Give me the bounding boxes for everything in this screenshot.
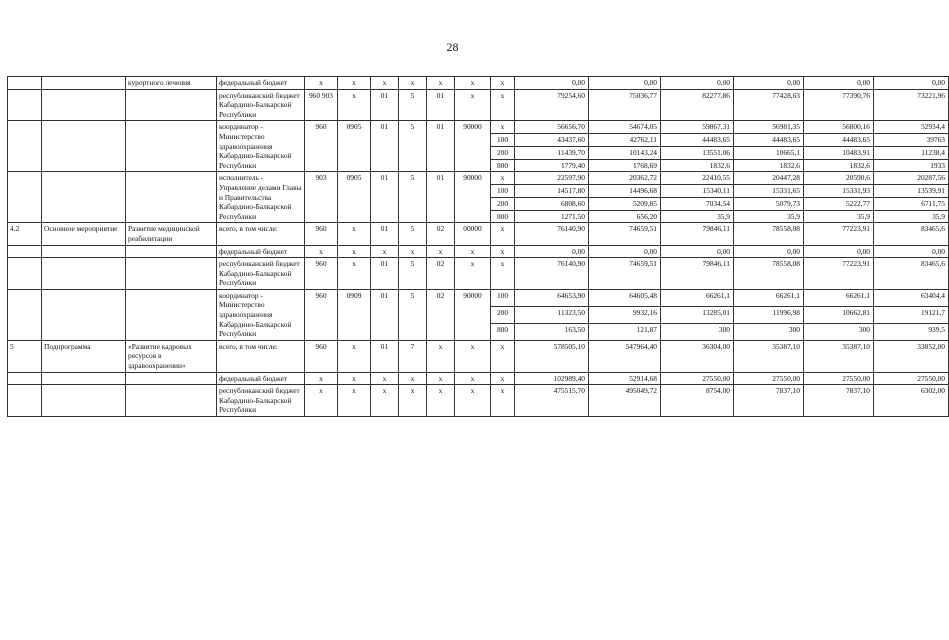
table-cell: 66261,1	[734, 289, 804, 306]
table-cell: 5	[399, 258, 427, 290]
table-cell: х	[305, 245, 338, 258]
table-cell: 36304,00	[661, 340, 734, 372]
table-cell: 42762,11	[589, 134, 661, 147]
table-cell: 39763	[874, 134, 949, 147]
table-cell: 163,50	[515, 323, 589, 340]
table-cell: х	[399, 385, 427, 417]
table-cell: 0909	[338, 289, 371, 340]
table-cell: 01	[371, 289, 399, 340]
table-cell: 13539,91	[874, 185, 949, 198]
table-row	[8, 372, 949, 385]
table-cell: 01	[371, 258, 399, 290]
table-cell: 7837,10	[804, 385, 874, 417]
table-cell: 5	[8, 340, 42, 372]
table-cell: 02	[427, 289, 455, 340]
table-cell: 800	[491, 159, 515, 172]
table-cell: 300	[661, 323, 734, 340]
table-cell: 74659,51	[589, 223, 661, 245]
table-cell: 56981,35	[734, 121, 804, 134]
table-cell	[8, 289, 42, 340]
table-cell: 5	[399, 289, 427, 340]
table-cell: 74659,51	[589, 258, 661, 290]
table-cell: х	[338, 245, 371, 258]
table-cell: 01	[371, 223, 399, 245]
page-number: 28	[446, 40, 459, 54]
table-cell: х	[427, 77, 455, 90]
table-cell: 90000	[455, 289, 491, 340]
table-cell: 01	[371, 340, 399, 372]
table-cell: 656,20	[589, 210, 661, 223]
table-cell: 79846,11	[661, 258, 734, 290]
table-cell: х	[455, 77, 491, 90]
table-cell: 33852,00	[874, 340, 949, 372]
table-cell: Основное мероприятие	[42, 223, 126, 245]
table-cell: 960	[305, 340, 338, 372]
table-cell: 77428,63	[734, 89, 804, 121]
table-cell: 01	[371, 121, 399, 172]
table-cell: 960 903	[305, 89, 338, 121]
table-cell: всего, в том числе:	[217, 340, 305, 372]
table-cell: 56800,16	[804, 121, 874, 134]
table-cell: 0,00	[589, 77, 661, 90]
table-cell: 63404,4	[874, 289, 949, 306]
table-cell	[42, 245, 126, 258]
table-cell: 44483,65	[804, 134, 874, 147]
table-cell: 0,00	[589, 245, 661, 258]
table-cell: 20287,56	[874, 172, 949, 185]
table-cell: 903	[305, 172, 338, 223]
table-cell	[42, 372, 126, 385]
table-cell: 5	[399, 223, 427, 245]
table-row	[8, 89, 949, 121]
table-cell: х	[338, 385, 371, 417]
table-cell	[42, 258, 126, 290]
table-cell: 64605,48	[589, 289, 661, 306]
table-cell: х	[371, 77, 399, 90]
table-cell: 1779,40	[515, 159, 589, 172]
table-cell: 200	[491, 197, 515, 210]
table-cell	[42, 89, 126, 121]
table-cell: 10665,1	[734, 146, 804, 159]
table-cell: 75036,77	[589, 89, 661, 121]
table-cell: 11439,70	[515, 146, 589, 159]
table-cell: 27550,00	[874, 372, 949, 385]
table-cell: 15331,93	[804, 185, 874, 198]
table-cell	[8, 121, 42, 172]
table-cell: 15340,11	[661, 185, 734, 198]
table-cell: 5222,77	[804, 197, 874, 210]
table-cell: 100	[491, 185, 515, 198]
table-cell: «Развитие кадровых ресурсов в здравоохранении»	[126, 340, 217, 372]
table-cell: 01	[371, 172, 399, 223]
table-cell: х	[427, 245, 455, 258]
table-cell: 0,00	[661, 245, 734, 258]
table-cell: х	[338, 223, 371, 245]
table-cell	[8, 258, 42, 290]
table-cell: 960	[305, 258, 338, 290]
table-cell: 578505,10	[515, 340, 589, 372]
table-cell: 300	[804, 323, 874, 340]
table-cell: 01	[427, 121, 455, 172]
table-cell: 83465,6	[874, 223, 949, 245]
table-cell: 0,00	[804, 245, 874, 258]
table-cell: 35,9	[874, 210, 949, 223]
table-cell: х	[455, 372, 491, 385]
table-cell: 960	[305, 289, 338, 340]
table-cell	[8, 89, 42, 121]
table-cell: 0,00	[804, 77, 874, 90]
table-cell: 77223,91	[804, 258, 874, 290]
table-cell: 960	[305, 223, 338, 245]
table-cell: 59867,31	[661, 121, 734, 134]
table-cell: х	[455, 258, 491, 290]
table-cell: 0905	[338, 121, 371, 172]
table-cell: 73221,96	[874, 89, 949, 121]
table-cell: 22597,90	[515, 172, 589, 185]
table-cell: 475515,70	[515, 385, 589, 417]
table-cell: 27550,00	[734, 372, 804, 385]
table-cell: х	[427, 340, 455, 372]
table-cell: 495049,72	[589, 385, 661, 417]
table-cell: Развитие медицинской реабилитации	[126, 223, 217, 245]
table-cell	[42, 77, 126, 90]
table-cell: 77390,76	[804, 89, 874, 121]
table-cell: координатор - Министерство здравоохранения Кабардино-Балкарской Республики	[217, 121, 305, 172]
table-cell: 1768,69	[589, 159, 661, 172]
table-cell: 76140,90	[515, 223, 589, 245]
table-cell	[126, 289, 217, 340]
table-cell: 01	[371, 89, 399, 121]
table-cell: 20590,6	[804, 172, 874, 185]
table-cell: 00000	[455, 223, 491, 245]
table-cell: х	[491, 89, 515, 121]
table-cell: х	[491, 340, 515, 372]
table-cell: 66261,1	[804, 289, 874, 306]
table-cell: 200	[491, 306, 515, 323]
table-cell: 0,00	[874, 245, 949, 258]
table-cell: 35387,10	[804, 340, 874, 372]
table-cell: х	[491, 258, 515, 290]
table-cell	[126, 372, 217, 385]
table-cell: республиканский бюджет Кабардино-Балкарской Республики	[217, 258, 305, 290]
table-cell: х	[338, 77, 371, 90]
table-cell: х	[491, 77, 515, 90]
table-cell: 44483,65	[734, 134, 804, 147]
table-row	[8, 289, 949, 306]
table-cell: х	[338, 340, 371, 372]
table-cell: х	[455, 245, 491, 258]
table-cell: 8754,00	[661, 385, 734, 417]
table-row	[8, 385, 949, 417]
table-cell: х	[455, 340, 491, 372]
table-cell: республиканский бюджет Кабардино-Балкарской Республики	[217, 385, 305, 417]
table-cell: 1271,50	[515, 210, 589, 223]
table-cell: 02	[427, 258, 455, 290]
table-cell: х	[399, 245, 427, 258]
table-cell: 0905	[338, 172, 371, 223]
table-cell	[126, 385, 217, 417]
table-cell: 10662,81	[804, 306, 874, 323]
table-cell: 78558,08	[734, 258, 804, 290]
table-cell: х	[491, 223, 515, 245]
table-cell	[42, 121, 126, 172]
table-cell: 0,00	[734, 77, 804, 90]
table-cell: 0,00	[515, 77, 589, 90]
table-cell	[126, 121, 217, 172]
table-cell: 14517,80	[515, 185, 589, 198]
table-row	[8, 121, 949, 134]
table-cell: 13551,06	[661, 146, 734, 159]
table-cell: 5	[399, 89, 427, 121]
table-cell: х	[305, 385, 338, 417]
table-cell: 01	[427, 172, 455, 223]
table-cell: 100	[491, 289, 515, 306]
table-cell: 5079,73	[734, 197, 804, 210]
table-cell: 77223,91	[804, 223, 874, 245]
table-cell: 22410,55	[661, 172, 734, 185]
table-cell: 547964,40	[589, 340, 661, 372]
table-cell: 6302,00	[874, 385, 949, 417]
table-cell: 64653,90	[515, 289, 589, 306]
table-cell: 9932,16	[589, 306, 661, 323]
table-cell: 20447,28	[734, 172, 804, 185]
table-cell	[8, 245, 42, 258]
table-cell: исполнитель - Управление делами Главы и Правительства Кабардино-Балкарской Республики	[217, 172, 305, 223]
table-cell: 0,00	[515, 245, 589, 258]
table-cell: 78558,08	[734, 223, 804, 245]
table-cell: х	[399, 372, 427, 385]
table-cell: 66261,1	[661, 289, 734, 306]
table-cell: 35,9	[804, 210, 874, 223]
table-cell	[8, 372, 42, 385]
table-cell: 20362,72	[589, 172, 661, 185]
table-row	[8, 245, 949, 258]
table-cell: 79254,60	[515, 89, 589, 121]
table-cell: 200	[491, 146, 515, 159]
table-cell: 52914,68	[589, 372, 661, 385]
table-cell: 7	[399, 340, 427, 372]
table-cell: х	[338, 372, 371, 385]
table-cell: х	[491, 385, 515, 417]
table-cell: 11238,4	[874, 146, 949, 159]
table-cell: х	[491, 245, 515, 258]
table-cell: 7837,10	[734, 385, 804, 417]
table-cell	[42, 385, 126, 417]
table-cell: х	[338, 89, 371, 121]
table-cell: 01	[427, 89, 455, 121]
table-cell: 13285,01	[661, 306, 734, 323]
table-cell: 52934,4	[874, 121, 949, 134]
table-cell: 27550,00	[804, 372, 874, 385]
table-cell: 54674,05	[589, 121, 661, 134]
table-cell: 800	[491, 210, 515, 223]
table-cell: 11996,98	[734, 306, 804, 323]
table-cell: 100	[491, 134, 515, 147]
table-cell: 1933	[874, 159, 949, 172]
table-cell	[8, 77, 42, 90]
table-cell: координатор - Министерство здравоохранения Кабардино-Балкарской Республики	[217, 289, 305, 340]
table-cell: федеральный бюджет	[217, 77, 305, 90]
table-cell: 102989,40	[515, 372, 589, 385]
table-cell: 90000	[455, 121, 491, 172]
table-cell: 6808,60	[515, 197, 589, 210]
table-cell: х	[491, 172, 515, 185]
table-cell	[126, 172, 217, 223]
table-cell: 11323,50	[515, 306, 589, 323]
table-cell: федеральный бюджет	[217, 245, 305, 258]
table-cell: 0,00	[874, 77, 949, 90]
table-cell: х	[371, 372, 399, 385]
table-cell: 1832,6	[734, 159, 804, 172]
table-row	[8, 340, 949, 372]
table-cell	[8, 172, 42, 223]
table-cell: 1832,6	[661, 159, 734, 172]
table-cell	[126, 245, 217, 258]
table-cell: 5	[399, 121, 427, 172]
table-cell: 960	[305, 121, 338, 172]
table-cell: 7034,54	[661, 197, 734, 210]
table-cell: х	[338, 258, 371, 290]
table-row	[8, 223, 949, 245]
table-cell: х	[305, 77, 338, 90]
table-cell: х	[305, 372, 338, 385]
budget-table	[7, 76, 949, 417]
table-cell: 939,5	[874, 323, 949, 340]
table-cell: х	[455, 385, 491, 417]
table-cell: федеральный бюджет	[217, 372, 305, 385]
table-cell: 27550,00	[661, 372, 734, 385]
table-cell: 76140,90	[515, 258, 589, 290]
table-cell: х	[491, 121, 515, 134]
table-cell: х	[371, 385, 399, 417]
table-cell: 10143,24	[589, 146, 661, 159]
table-cell: 82277,86	[661, 89, 734, 121]
table-cell: 56656,70	[515, 121, 589, 134]
table-cell: 35387,10	[734, 340, 804, 372]
table-cell: 1832,6	[804, 159, 874, 172]
table-cell: республиканский бюджет Кабардино-Балкарской Республики	[217, 89, 305, 121]
table-cell: 300	[734, 323, 804, 340]
table-cell: 0,00	[661, 77, 734, 90]
table-cell: всего, в том числе:	[217, 223, 305, 245]
table-cell: Подпрограмма	[42, 340, 126, 372]
table-cell: х	[491, 372, 515, 385]
table-cell: 4.2	[8, 223, 42, 245]
table-cell	[8, 385, 42, 417]
table-cell: 19121,7	[874, 306, 949, 323]
table-cell	[42, 289, 126, 340]
table-cell: 43437,60	[515, 134, 589, 147]
table-row	[8, 258, 949, 290]
table-cell: 02	[427, 223, 455, 245]
table-cell: 10483,91	[804, 146, 874, 159]
table-cell: х	[427, 372, 455, 385]
table-cell: 5	[399, 172, 427, 223]
table-cell: 800	[491, 323, 515, 340]
table-cell: курортного лечения	[126, 77, 217, 90]
table-cell: 44483,65	[661, 134, 734, 147]
table-cell: 121,87	[589, 323, 661, 340]
table-cell: 15331,65	[734, 185, 804, 198]
table-cell: 90000	[455, 172, 491, 223]
table-cell: 14496,68	[589, 185, 661, 198]
table-cell	[42, 172, 126, 223]
table-cell: 5209,85	[589, 197, 661, 210]
table-row	[8, 172, 949, 185]
table-cell: 83465,6	[874, 258, 949, 290]
table-cell: х	[399, 77, 427, 90]
table-cell: 35,9	[661, 210, 734, 223]
table-cell: 0,00	[734, 245, 804, 258]
table-cell: 79846,11	[661, 223, 734, 245]
table-cell: х	[371, 245, 399, 258]
table-row	[8, 77, 949, 90]
table-cell: х	[455, 89, 491, 121]
table-cell	[126, 258, 217, 290]
table-cell: 6711,75	[874, 197, 949, 210]
table-cell: 35,9	[734, 210, 804, 223]
table-cell: х	[427, 385, 455, 417]
table-cell	[126, 89, 217, 121]
